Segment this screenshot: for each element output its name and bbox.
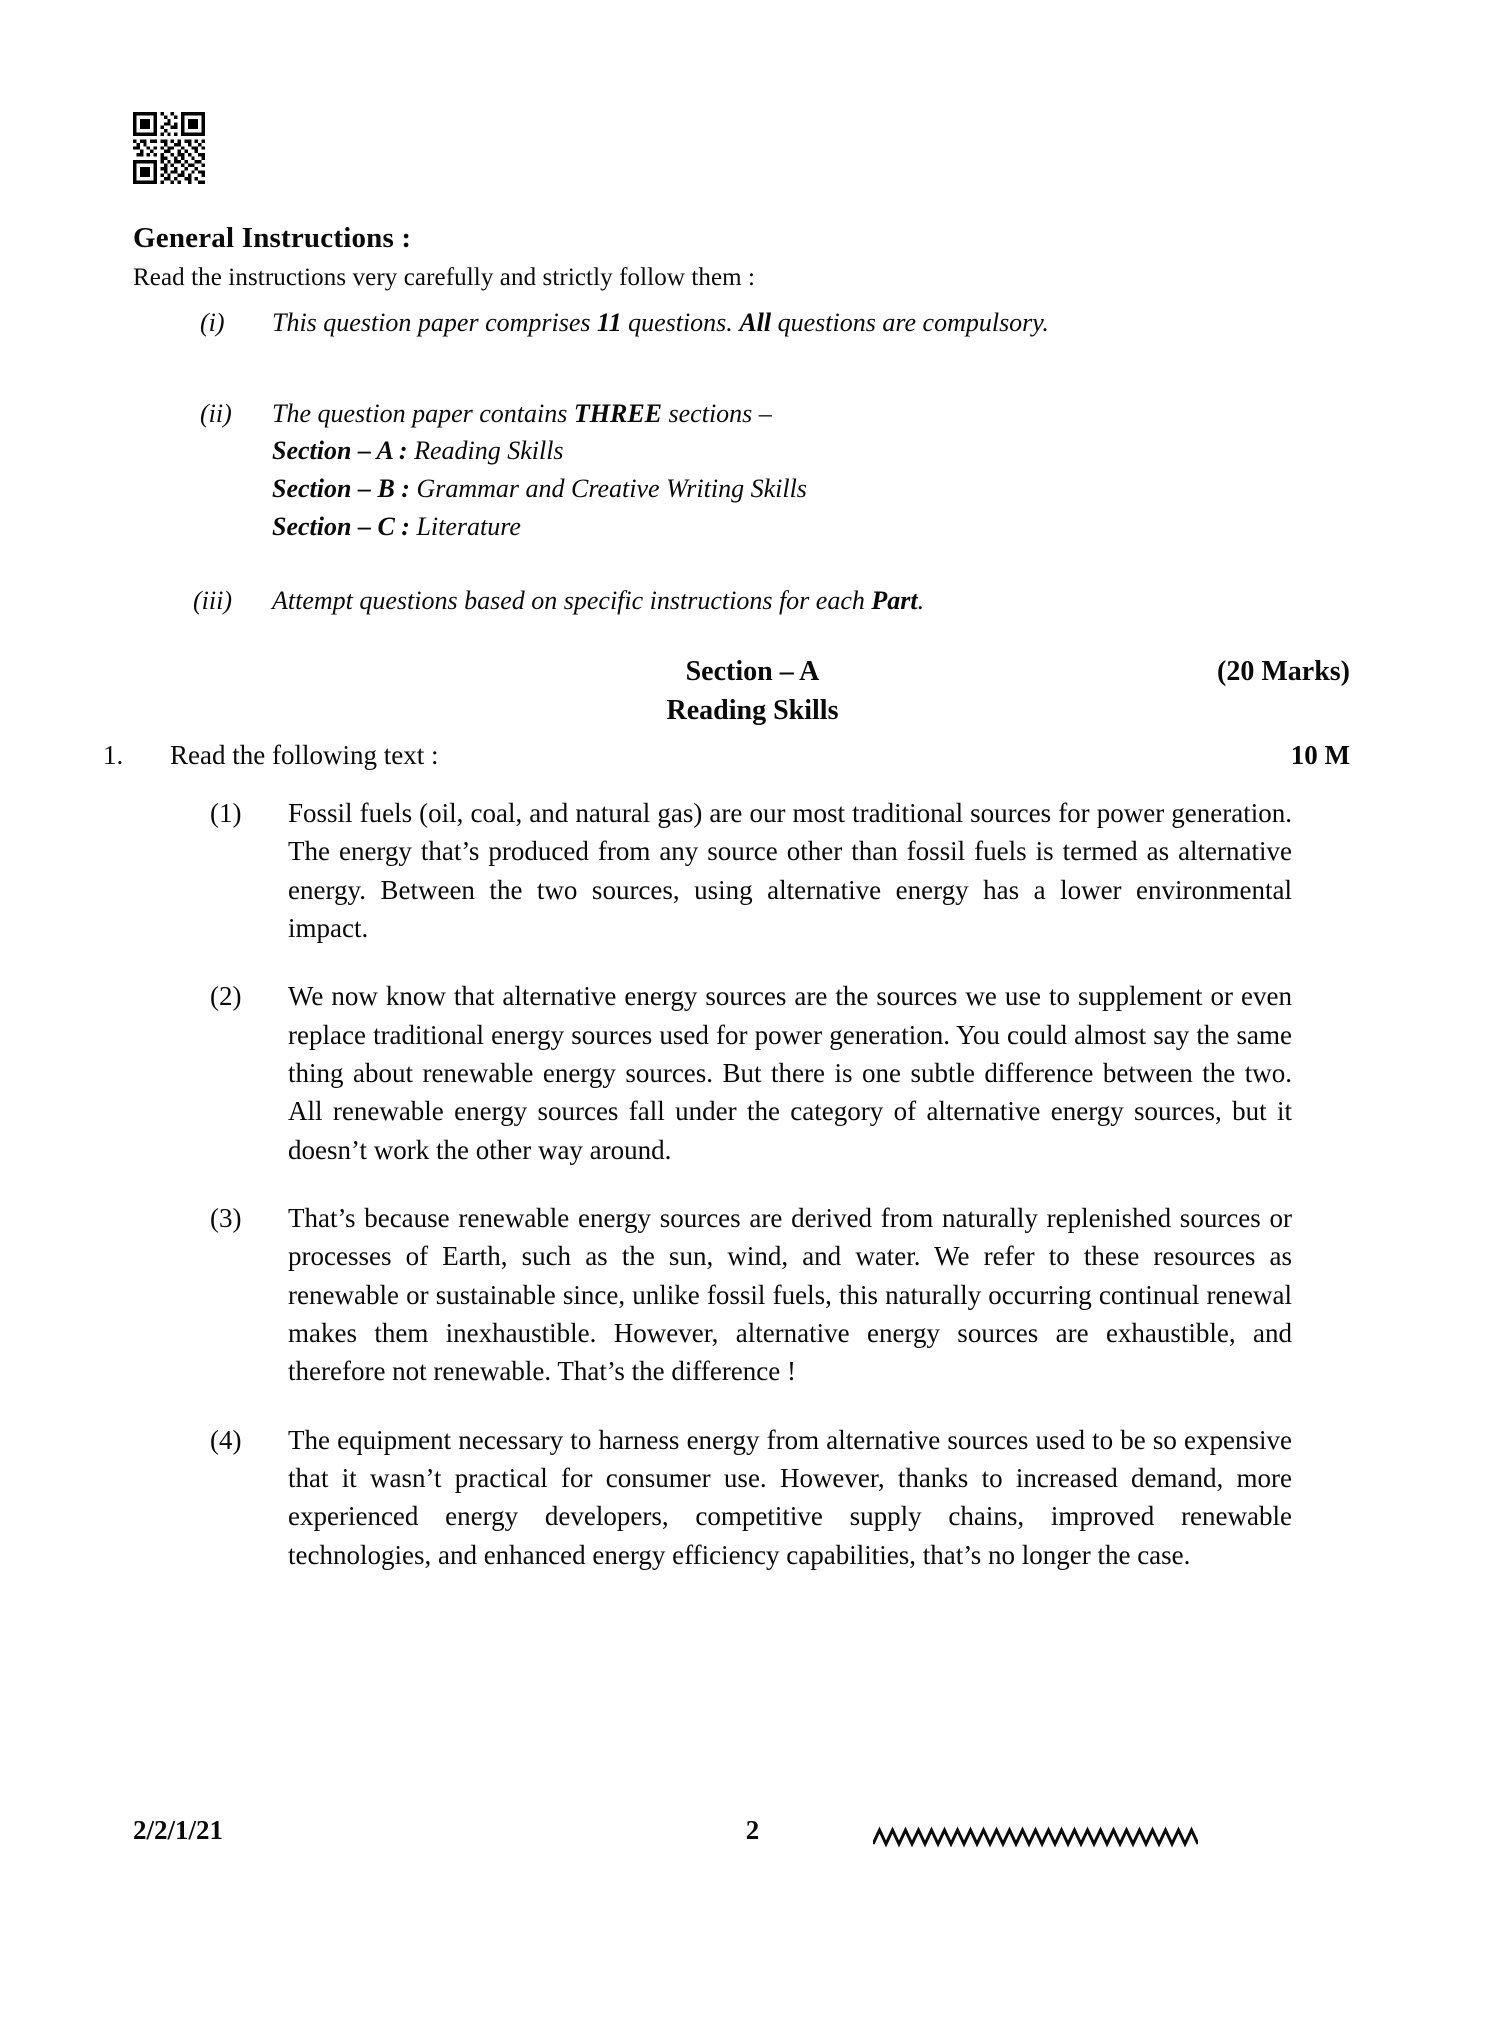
passage-paragraph xyxy=(210,794,1292,947)
question-number: 1. xyxy=(103,740,124,770)
instruction-ii-bold-three: THREE xyxy=(573,399,663,428)
instruction-item-ii xyxy=(200,396,1292,546)
qr-code-icon xyxy=(133,112,205,184)
instruction-text-ii xyxy=(272,396,1292,432)
question-prompt: Read the following text : xyxy=(170,740,439,770)
general-instructions-subtitle: Read the instructions very carefully and strictly follow them : xyxy=(133,264,756,291)
instruction-iii-bold-part: Part xyxy=(871,586,918,615)
instruction-text-i xyxy=(272,305,1292,341)
instruction-iii-part-b: . xyxy=(917,586,925,615)
section-a-label: Section – A : xyxy=(272,436,408,466)
instruction-item-iii xyxy=(193,583,1285,619)
instruction-ii-part-b: sections – xyxy=(662,399,772,428)
passage-paragraph xyxy=(210,977,1292,1169)
instruction-marker-ii: (ii) xyxy=(200,399,232,428)
footer-page-number: 2 xyxy=(745,1815,760,1845)
paragraph-marker-3: (3) xyxy=(210,1202,242,1233)
paragraph-marker-4: (4) xyxy=(210,1424,242,1455)
paragraph-text-3: That’s because renewable energy sources are derived from naturally replenished sources or processes of Earth, such as the sun, wind, and water. We refer to these resources as renewable or sustainable since, unlike fossil fuels, this naturally occurring continual renewal makes them inexhaustible. However, alternative energy sources are exhaustible, and therefore not renewable. That’s the difference ! xyxy=(288,1202,1292,1387)
paragraph-marker-2: (2) xyxy=(210,981,242,1012)
general-instructions-title: General Instructions : xyxy=(133,222,412,254)
section-a-name: Reading Skills xyxy=(407,436,564,466)
section-b-label: Section – B : xyxy=(272,474,410,504)
section-b-name: Grammar and Creative Writing Skills xyxy=(409,474,807,504)
instruction-i-bold-11: 11 xyxy=(597,308,622,337)
question-marks: 10 M xyxy=(1290,740,1350,770)
section-a-subheading: Reading Skills xyxy=(666,695,839,726)
instruction-marker-iii: (iii) xyxy=(193,586,232,615)
paragraph-text-4: The equipment necessary to harness energy from alternative sources used to be so expensive that it wasn’t practical for consumer use. However, thanks to increased demand, more experienced energy developers, competitive supply chains, improved renewable technologies, and enhanced energy efficiency capabilities, that’s no longer the case. xyxy=(288,1424,1292,1570)
paragraph-text-1: Fossil fuels (oil, coal, and natural gas) are our most traditional sources for power generation. The energy that’s produced from any source other than fossil fuels is termed as alternative energy. Between the two sources, using alternative energy has a lower environmental impact. xyxy=(288,798,1292,943)
instruction-item-i xyxy=(200,305,1292,341)
instruction-iii-part-a: Attempt questions based on specific instructions for each xyxy=(272,586,872,615)
instruction-i-part-b: questions. xyxy=(621,308,740,337)
instruction-ii-part-a: The question paper contains xyxy=(272,399,574,428)
section-line-a xyxy=(272,432,1292,470)
passage-paragraph xyxy=(210,1421,1292,1574)
section-c-name: Literature xyxy=(409,512,521,542)
zigzag-rule-icon xyxy=(873,1824,1198,1852)
reading-passage xyxy=(210,794,1292,1604)
instruction-i-part-a: This question paper comprises xyxy=(272,308,597,337)
instruction-marker-i: (i) xyxy=(200,308,225,337)
section-line-b xyxy=(272,470,1292,508)
paragraph-text-2: We now know that alternative energy sources are the sources we use to supplement or even replace traditional energy sources used for power generation. You could almost say the same thing about renewable energy sources. But there is one subtle difference between the two. All renewable energy sources fall under the category of alternative energy sources, but it doesn’t work the other way around. xyxy=(288,981,1292,1165)
paragraph-marker-1: (1) xyxy=(210,798,242,828)
instruction-text-iii xyxy=(272,583,1285,619)
footer-paper-code: 2/2/1/21 xyxy=(133,1815,224,1845)
section-a-marks: (20 Marks) xyxy=(1217,656,1350,687)
instruction-i-part-c: questions are compulsory. xyxy=(771,308,1049,337)
section-a-heading: Section – A xyxy=(685,656,820,687)
instruction-i-bold-all: All xyxy=(739,308,772,337)
passage-paragraph xyxy=(210,1199,1292,1391)
section-line-c xyxy=(272,508,1292,546)
section-c-label: Section – C : xyxy=(272,512,410,542)
